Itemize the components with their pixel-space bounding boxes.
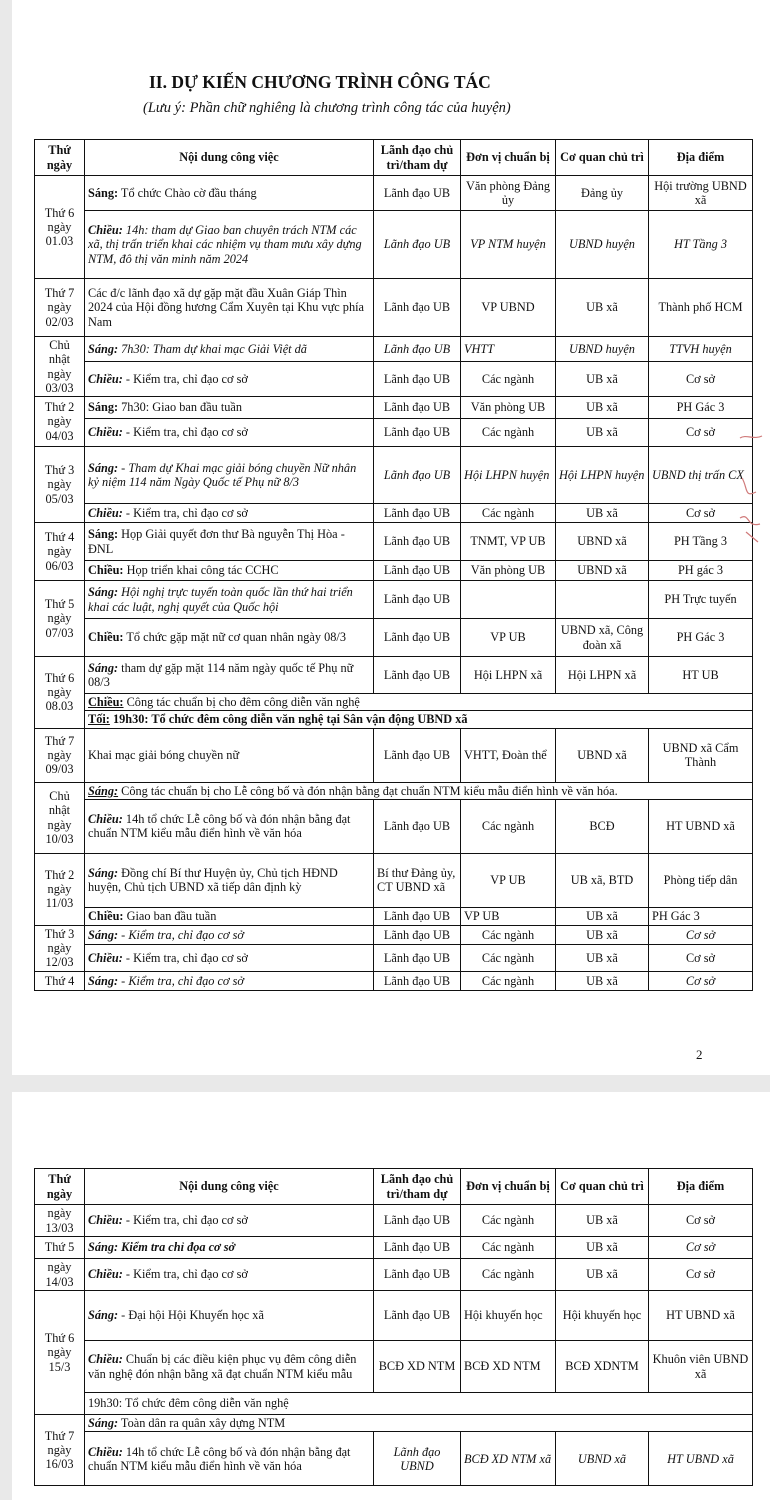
content-text: - Kiểm tra, chỉ đạo cơ sở xyxy=(122,505,248,520)
prep-cell: Các ngành xyxy=(461,1259,556,1291)
leader-cell: Lãnh đạo UB xyxy=(374,925,461,944)
table-row xyxy=(35,694,753,711)
table-row xyxy=(35,1259,753,1291)
leader-cell: Lãnh đạo UB xyxy=(374,337,461,362)
host-cell: Hội LHPN huyện xyxy=(556,447,649,504)
red-pen-marks xyxy=(736,428,766,548)
schedule-table xyxy=(34,1168,753,1486)
content-cell xyxy=(85,211,374,279)
table-header-row xyxy=(35,1169,753,1205)
prep-cell xyxy=(461,581,556,619)
content-text: Giao ban đầu tuần xyxy=(123,909,217,924)
prep-cell: Các ngành xyxy=(461,971,556,990)
time-label: Chiều: xyxy=(88,371,123,386)
prep-cell: Văn phòng Đảng ủy xyxy=(461,176,556,211)
content-cell xyxy=(85,1415,753,1432)
leader-cell: Lãnh đạo UB xyxy=(374,419,461,447)
section-heading: II. DỰ KIẾN CHƯƠNG TRÌNH CÔNG TÁC xyxy=(149,72,491,92)
day-cell: Thứ 3 ngày 05/03 xyxy=(35,447,85,523)
host-cell: Đảng ủy xyxy=(556,176,649,211)
time-label: Tối: xyxy=(88,712,110,727)
content-text: - Kiểm tra, chỉ đạo cơ sở xyxy=(118,973,244,988)
table-row xyxy=(35,504,753,523)
place-cell: Cơ sở xyxy=(649,361,753,396)
content-text: Công tác chuẩn bị cho Lễ công bố và đón nhận bằng đạt chuẩn NTM kiểu mẫu điển hình về văn hóa. xyxy=(118,783,618,798)
table-row xyxy=(35,853,753,907)
content-cell xyxy=(85,971,374,990)
content-text: 14h: tham dự Giao ban chuyên trách NTM các xã, thị trấn triển khai các nhiệm vụ tham mưu xây dựng NTM, đô thị văn minh năm 2024 xyxy=(88,223,362,266)
leader-cell: Lãnh đạo UB xyxy=(374,211,461,279)
table-row xyxy=(35,657,753,694)
content-text: - Tham dự Khai mạc giải bóng chuyền Nữ nhân kỷ niệm 114 năm Ngày Quốc tế Phụ nữ 8/3 xyxy=(88,460,357,489)
host-cell: UB xã xyxy=(556,1205,649,1237)
place-cell: UBND thị trấn CX xyxy=(649,447,753,504)
leader-cell: Lãnh đạo UB xyxy=(374,176,461,211)
place-cell: PH Trực tuyến xyxy=(649,581,753,619)
table-row xyxy=(35,523,753,561)
place-cell: HT UBND xã xyxy=(649,799,753,853)
table-row xyxy=(35,782,753,799)
host-cell: UB xã, BTD xyxy=(556,853,649,907)
content-cell xyxy=(85,711,753,728)
table-row xyxy=(35,279,753,337)
place-cell: Khuôn viên UBND xã xyxy=(649,1341,753,1393)
content-text: - Kiểm tra, chỉ đạo cơ sở xyxy=(122,1267,248,1282)
host-cell: UB xã xyxy=(556,971,649,990)
place-cell: Cơ sở xyxy=(649,944,753,971)
host-cell: UBND huyện xyxy=(556,337,649,362)
table-header-row xyxy=(35,140,753,176)
prep-cell: BCĐ XD NTM xyxy=(461,1341,556,1393)
prep-cell: Các ngành xyxy=(461,1237,556,1259)
host-cell: UB xã xyxy=(556,907,649,925)
day-cell: ngày 14/03 xyxy=(35,1259,85,1291)
table-row xyxy=(35,337,753,362)
host-cell: UBND xã xyxy=(556,1432,649,1486)
header-host: Cơ quan chủ trì xyxy=(556,1169,649,1205)
host-cell: UB xã xyxy=(556,361,649,396)
day-cell: Thứ 4 xyxy=(35,971,85,990)
time-label: Chiều: xyxy=(88,812,123,826)
table-row xyxy=(35,799,753,853)
header-prep: Đơn vị chuẩn bị xyxy=(461,140,556,176)
day-cell: Thứ 7 ngày 02/03 xyxy=(35,279,85,337)
day-cell: Thứ 5 ngày 07/03 xyxy=(35,581,85,657)
host-cell: UB xã xyxy=(556,944,649,971)
day-cell: Thứ 5 xyxy=(35,1237,85,1259)
place-cell: Cơ sở xyxy=(649,1237,753,1259)
place-cell: UBND xã Cẩm Thành xyxy=(649,728,753,782)
table-row xyxy=(35,1393,753,1415)
host-cell: Hội LHPN xã xyxy=(556,657,649,694)
schedule-table xyxy=(34,139,753,991)
content-text: - Đại hội Hội Khuyến học xã xyxy=(118,1308,264,1323)
day-cell: Thứ 3 ngày 12/03 xyxy=(35,925,85,971)
place-cell: HT UBND xã xyxy=(649,1291,753,1341)
place-cell: Cơ sở xyxy=(649,419,753,447)
time-label: Sáng: xyxy=(88,660,119,675)
host-cell: UB xã xyxy=(556,419,649,447)
host-cell: UB xã xyxy=(556,397,649,419)
prep-cell: Văn phòng UB xyxy=(461,397,556,419)
content-text: - Kiểm tra, chỉ đạo cơ sở xyxy=(122,371,248,386)
table-row xyxy=(35,419,753,447)
time-label: Chiều: xyxy=(88,1352,123,1367)
prep-cell: VP UB xyxy=(461,853,556,907)
content-text: - Kiểm tra, chỉ đạo cơ sở xyxy=(122,1213,248,1228)
place-cell: PH Gác 3 xyxy=(649,397,753,419)
leader-cell: Lãnh đạo UB xyxy=(374,1291,461,1341)
prep-cell: Các ngành xyxy=(461,504,556,523)
day-cell: ngày 13/03 xyxy=(35,1205,85,1237)
table-row xyxy=(35,361,753,396)
content-text: Công tác chuẩn bị cho đêm công diễn văn nghệ xyxy=(123,695,360,709)
host-cell: UB xã xyxy=(556,279,649,337)
table-row xyxy=(35,944,753,971)
place-cell: Hội trường UBND xã xyxy=(649,176,753,211)
content-cell xyxy=(85,1237,374,1259)
prep-cell: VP NTM huyện xyxy=(461,211,556,279)
content-text: Kiểm tra chỉ đọa cơ sở xyxy=(118,1240,236,1255)
content-text: tham dự gặp mặt 114 năm ngày quốc tế Phụ nữ 08/3 xyxy=(88,660,354,689)
place-cell: PH Gác 3 xyxy=(649,907,753,925)
content-text: 19h30: Tổ chức đêm công diễn văn nghệ xyxy=(88,1396,289,1411)
content-text: Toàn dân ra quân xây dựng NTM xyxy=(118,1416,286,1430)
content-cell xyxy=(85,853,374,907)
time-label: Sáng: xyxy=(88,185,119,200)
time-label: Sáng: xyxy=(88,1240,119,1255)
place-cell: Cơ sở xyxy=(649,925,753,944)
content-cell xyxy=(85,944,374,971)
time-label: Sáng: xyxy=(88,341,119,356)
host-cell xyxy=(556,581,649,619)
prep-cell: VHTT xyxy=(461,337,556,362)
host-cell: BCĐ XDNTM xyxy=(556,1341,649,1393)
time-label: Chiều: xyxy=(88,563,124,578)
table-row xyxy=(35,1237,753,1259)
table-row xyxy=(35,1205,753,1237)
time-label: Chiều: xyxy=(88,950,123,965)
content-cell xyxy=(85,397,374,419)
day-cell: Thứ 6 ngày 01.03 xyxy=(35,176,85,279)
host-cell: UB xã xyxy=(556,1259,649,1291)
time-label: Sáng: xyxy=(88,866,119,880)
host-cell: BCĐ xyxy=(556,799,649,853)
leader-cell: Lãnh đạo UB xyxy=(374,971,461,990)
content-cell xyxy=(85,907,374,925)
host-cell: UBND xã, Công đoàn xã xyxy=(556,619,649,657)
leader-cell: Lãnh đạo UB xyxy=(374,397,461,419)
leader-cell: Lãnh đạo UB xyxy=(374,907,461,925)
place-cell: PH Gác 3 xyxy=(649,619,753,657)
leader-cell: BCĐ XD NTM xyxy=(374,1341,461,1393)
header-place: Địa điểm xyxy=(649,1169,753,1205)
time-label: Chiều: xyxy=(88,1444,123,1459)
content-text: 14h tổ chức Lễ công bố và đón nhận bằng đạt chuẩn NTM kiểu mẫu điển hình về văn hóa xyxy=(88,1444,351,1473)
header-day: Thứ ngày xyxy=(35,1169,85,1205)
place-cell: PH gác 3 xyxy=(649,561,753,581)
content-cell xyxy=(85,799,374,853)
content-cell xyxy=(85,337,374,362)
content-cell xyxy=(85,561,374,581)
leader-cell: Lãnh đạo UB xyxy=(374,1237,461,1259)
content-cell xyxy=(85,1205,374,1237)
time-label: Sáng: xyxy=(88,400,119,415)
header-prep: Đơn vị chuẩn bị xyxy=(461,1169,556,1205)
prep-cell: VP UBND xyxy=(461,279,556,337)
content-text: 19h30: Tổ chức đêm công diễn văn nghệ tại Sân vận động UBND xã xyxy=(109,712,468,727)
leader-cell: Lãnh đạo UB xyxy=(374,619,461,657)
header-leader: Lãnh đạo chủ trì/tham dự xyxy=(374,140,461,176)
content-text: Họp Giải quyết đơn thư Bà nguyễn Thị Hòa - ĐNL xyxy=(88,527,345,556)
prep-cell: Các ngành xyxy=(461,925,556,944)
time-label: Sáng: xyxy=(88,527,119,542)
content-cell xyxy=(85,279,374,337)
header-place: Địa điểm xyxy=(649,140,753,176)
time-label: Chiều: xyxy=(88,425,123,440)
content-cell xyxy=(85,657,374,694)
content-text: Chuẩn bị các điều kiện phục vụ đêm công diễn văn nghệ đón nhận bằng xã đạt chuẩn NTM kiểu mẫu xyxy=(88,1352,357,1381)
content-text: - Kiểm tra, chỉ đạo cơ sở xyxy=(122,950,248,965)
table-row xyxy=(35,581,753,619)
content-text: Họp triển khai công tác CCHC xyxy=(123,563,279,578)
leader-cell: Lãnh đạo UB xyxy=(374,581,461,619)
time-label: Chiều: xyxy=(88,1213,123,1228)
content-text: Tổ chức gặp mặt nữ cơ quan nhân ngày 08/3 xyxy=(123,630,346,645)
content-text: Đồng chí Bí thư Huyện ủy, Chủ tịch HĐND huyện, Chủ tịch UBND xã tiếp dân định kỳ xyxy=(88,866,338,895)
time-label: Sáng: xyxy=(88,460,119,475)
prep-cell: Các ngành xyxy=(461,361,556,396)
section-note: (Lưu ý: Phần chữ nghiêng là chương trình công tác của huyện) xyxy=(143,100,511,116)
content-text: - Kiểm tra, chỉ đạo cơ sở xyxy=(118,927,244,942)
time-label: Chiều: xyxy=(88,909,124,924)
table-row xyxy=(35,619,753,657)
leader-cell: Lãnh đạo UB xyxy=(374,561,461,581)
time-label: Sáng: xyxy=(88,1308,119,1323)
time-label: Chiều: xyxy=(88,1267,123,1282)
leader-cell: Lãnh đạo UB xyxy=(374,944,461,971)
place-cell: PH Tầng 3 xyxy=(649,523,753,561)
host-cell: UB xã xyxy=(556,1237,649,1259)
table-row xyxy=(35,561,753,581)
content-text: 7h30: Tham dự khai mạc Giải Việt dã xyxy=(118,341,307,356)
time-label: Chiều: xyxy=(88,630,124,645)
prep-cell: VP UB xyxy=(461,619,556,657)
prep-cell: Văn phòng UB xyxy=(461,561,556,581)
table-row xyxy=(35,711,753,728)
day-cell: Thứ 7 ngày 16/03 xyxy=(35,1415,85,1486)
content-text: Tổ chức Chào cờ đầu tháng xyxy=(118,185,257,200)
place-cell: Phòng tiếp dân xyxy=(649,853,753,907)
prep-cell: Hội LHPN huyện xyxy=(461,447,556,504)
header-leader: Lãnh đạo chủ trì/tham dự xyxy=(374,1169,461,1205)
leader-cell: Lãnh đạo UB xyxy=(374,799,461,853)
time-label: Sáng: xyxy=(88,973,119,988)
place-cell: HT Tầng 3 xyxy=(649,211,753,279)
prep-cell: Hội LHPN xã xyxy=(461,657,556,694)
content-cell xyxy=(85,1291,374,1341)
place-cell: Cơ sở xyxy=(649,504,753,523)
table-row xyxy=(35,397,753,419)
prep-cell: Các ngành xyxy=(461,944,556,971)
leader-cell: Lãnh đạo UB xyxy=(374,523,461,561)
content-cell xyxy=(85,176,374,211)
day-cell: Chủ nhật ngày 03/03 xyxy=(35,337,85,397)
day-cell: Thứ 6 ngày 08.03 xyxy=(35,657,85,729)
prep-cell: Hội khuyến học xyxy=(461,1291,556,1341)
day-cell: Chủ nhật ngày 10/03 xyxy=(35,782,85,853)
host-cell: UBND xã xyxy=(556,523,649,561)
host-cell: Hội khuyến học xyxy=(556,1291,649,1341)
content-text: 7h30: Giao ban đầu tuần xyxy=(118,400,243,415)
time-label: Sáng: xyxy=(88,1416,119,1430)
content-text: Hội nghị trực tuyến toàn quốc lần thứ hai triển khai các luật, nghị quyết của Quốc hội xyxy=(88,585,353,614)
page-number: 2 xyxy=(696,1047,703,1062)
leader-cell: Lãnh đạo UB xyxy=(374,1259,461,1291)
day-cell: Thứ 7 ngày 09/03 xyxy=(35,728,85,782)
content-cell xyxy=(85,1432,374,1486)
day-cell: Thứ 2 ngày 11/03 xyxy=(35,853,85,925)
header-day: Thứ ngày xyxy=(35,140,85,176)
place-cell: TTVH huyện xyxy=(649,337,753,362)
host-cell: UB xã xyxy=(556,925,649,944)
day-cell: Thứ 6 ngày 15/3 xyxy=(35,1291,85,1415)
header-host: Cơ quan chủ trì xyxy=(556,140,649,176)
table-row xyxy=(35,728,753,782)
table-row xyxy=(35,907,753,925)
prep-cell: Các ngành xyxy=(461,419,556,447)
time-label: Chiều: xyxy=(88,695,124,709)
content-cell xyxy=(85,523,374,561)
content-text: - Kiểm tra, chỉ đạo cơ sở xyxy=(122,425,248,440)
content-cell xyxy=(85,419,374,447)
prep-cell: Các ngành xyxy=(461,799,556,853)
host-cell: UBND xã xyxy=(556,728,649,782)
document-page-2 xyxy=(12,1092,770,1500)
leader-cell: Lãnh đạo UB xyxy=(374,447,461,504)
content-cell xyxy=(85,581,374,619)
time-label: Sáng: xyxy=(88,783,119,798)
prep-cell: BCĐ XD NTM xã xyxy=(461,1432,556,1486)
time-label: Sáng: xyxy=(88,585,119,600)
place-cell: Cơ sở xyxy=(649,1205,753,1237)
place-cell: Cơ sở xyxy=(649,1259,753,1291)
prep-cell: Các ngành xyxy=(461,1205,556,1237)
header-content: Nội dung công việc xyxy=(85,140,374,176)
content-cell xyxy=(85,619,374,657)
content-cell xyxy=(85,1341,374,1393)
time-label: Chiều: xyxy=(88,505,123,520)
table-row xyxy=(35,925,753,944)
leader-cell: Lãnh đạo UBND xyxy=(374,1432,461,1486)
table-row xyxy=(35,176,753,211)
host-cell: UBND xã xyxy=(556,561,649,581)
content-cell xyxy=(85,361,374,396)
content-cell xyxy=(85,504,374,523)
header-content: Nội dung công việc xyxy=(85,1169,374,1205)
prep-cell: TNMT, VP UB xyxy=(461,523,556,561)
content-cell xyxy=(85,447,374,504)
prep-cell: VHTT, Đoàn thể xyxy=(461,728,556,782)
leader-cell: Lãnh đạo UB xyxy=(374,504,461,523)
content-cell xyxy=(85,782,753,799)
leader-cell: Bí thư Đảng ủy, CT UBND xã xyxy=(374,853,461,907)
leader-cell: Lãnh đạo UB xyxy=(374,657,461,694)
content-text: Các đ/c lãnh đạo xã dự gặp mặt đầu Xuân Giáp Thìn 2024 của Hội đồng hương Cẩm Xuyên tại Khu vực phía Nam xyxy=(88,286,364,329)
document-page-1 xyxy=(12,0,770,1075)
place-cell: HT UBND xã xyxy=(649,1432,753,1486)
content-cell xyxy=(85,1393,753,1415)
place-cell: Cơ sở xyxy=(649,971,753,990)
table-row xyxy=(35,447,753,504)
time-label: Sáng: xyxy=(88,927,119,942)
leader-cell: Lãnh đạo UB xyxy=(374,279,461,337)
content-text: 14h tổ chức Lễ công bố và đón nhận bằng đạt chuẩn NTM kiểu mẫu điển hình về văn hóa xyxy=(88,812,351,841)
content-text: Khai mạc giải bóng chuyền nữ xyxy=(88,747,240,762)
table-row xyxy=(35,211,753,279)
table-row xyxy=(35,1341,753,1393)
place-cell: HT UB xyxy=(649,657,753,694)
day-cell: Thứ 4 ngày 06/03 xyxy=(35,523,85,581)
leader-cell: Lãnh đạo UB xyxy=(374,1205,461,1237)
place-cell: Thành phố HCM xyxy=(649,279,753,337)
leader-cell: Lãnh đạo UB xyxy=(374,728,461,782)
table-row xyxy=(35,1432,753,1486)
prep-cell: VP UB xyxy=(461,907,556,925)
content-cell xyxy=(85,728,374,782)
time-label: Chiều: xyxy=(88,223,123,238)
host-cell: UBND huyện xyxy=(556,211,649,279)
content-cell xyxy=(85,1259,374,1291)
table-row xyxy=(35,971,753,990)
leader-cell: Lãnh đạo UB xyxy=(374,361,461,396)
content-cell xyxy=(85,925,374,944)
host-cell: UB xã xyxy=(556,504,649,523)
content-cell xyxy=(85,694,753,711)
table-row xyxy=(35,1291,753,1341)
table-row xyxy=(35,1415,753,1432)
day-cell: Thứ 2 ngày 04/03 xyxy=(35,397,85,447)
